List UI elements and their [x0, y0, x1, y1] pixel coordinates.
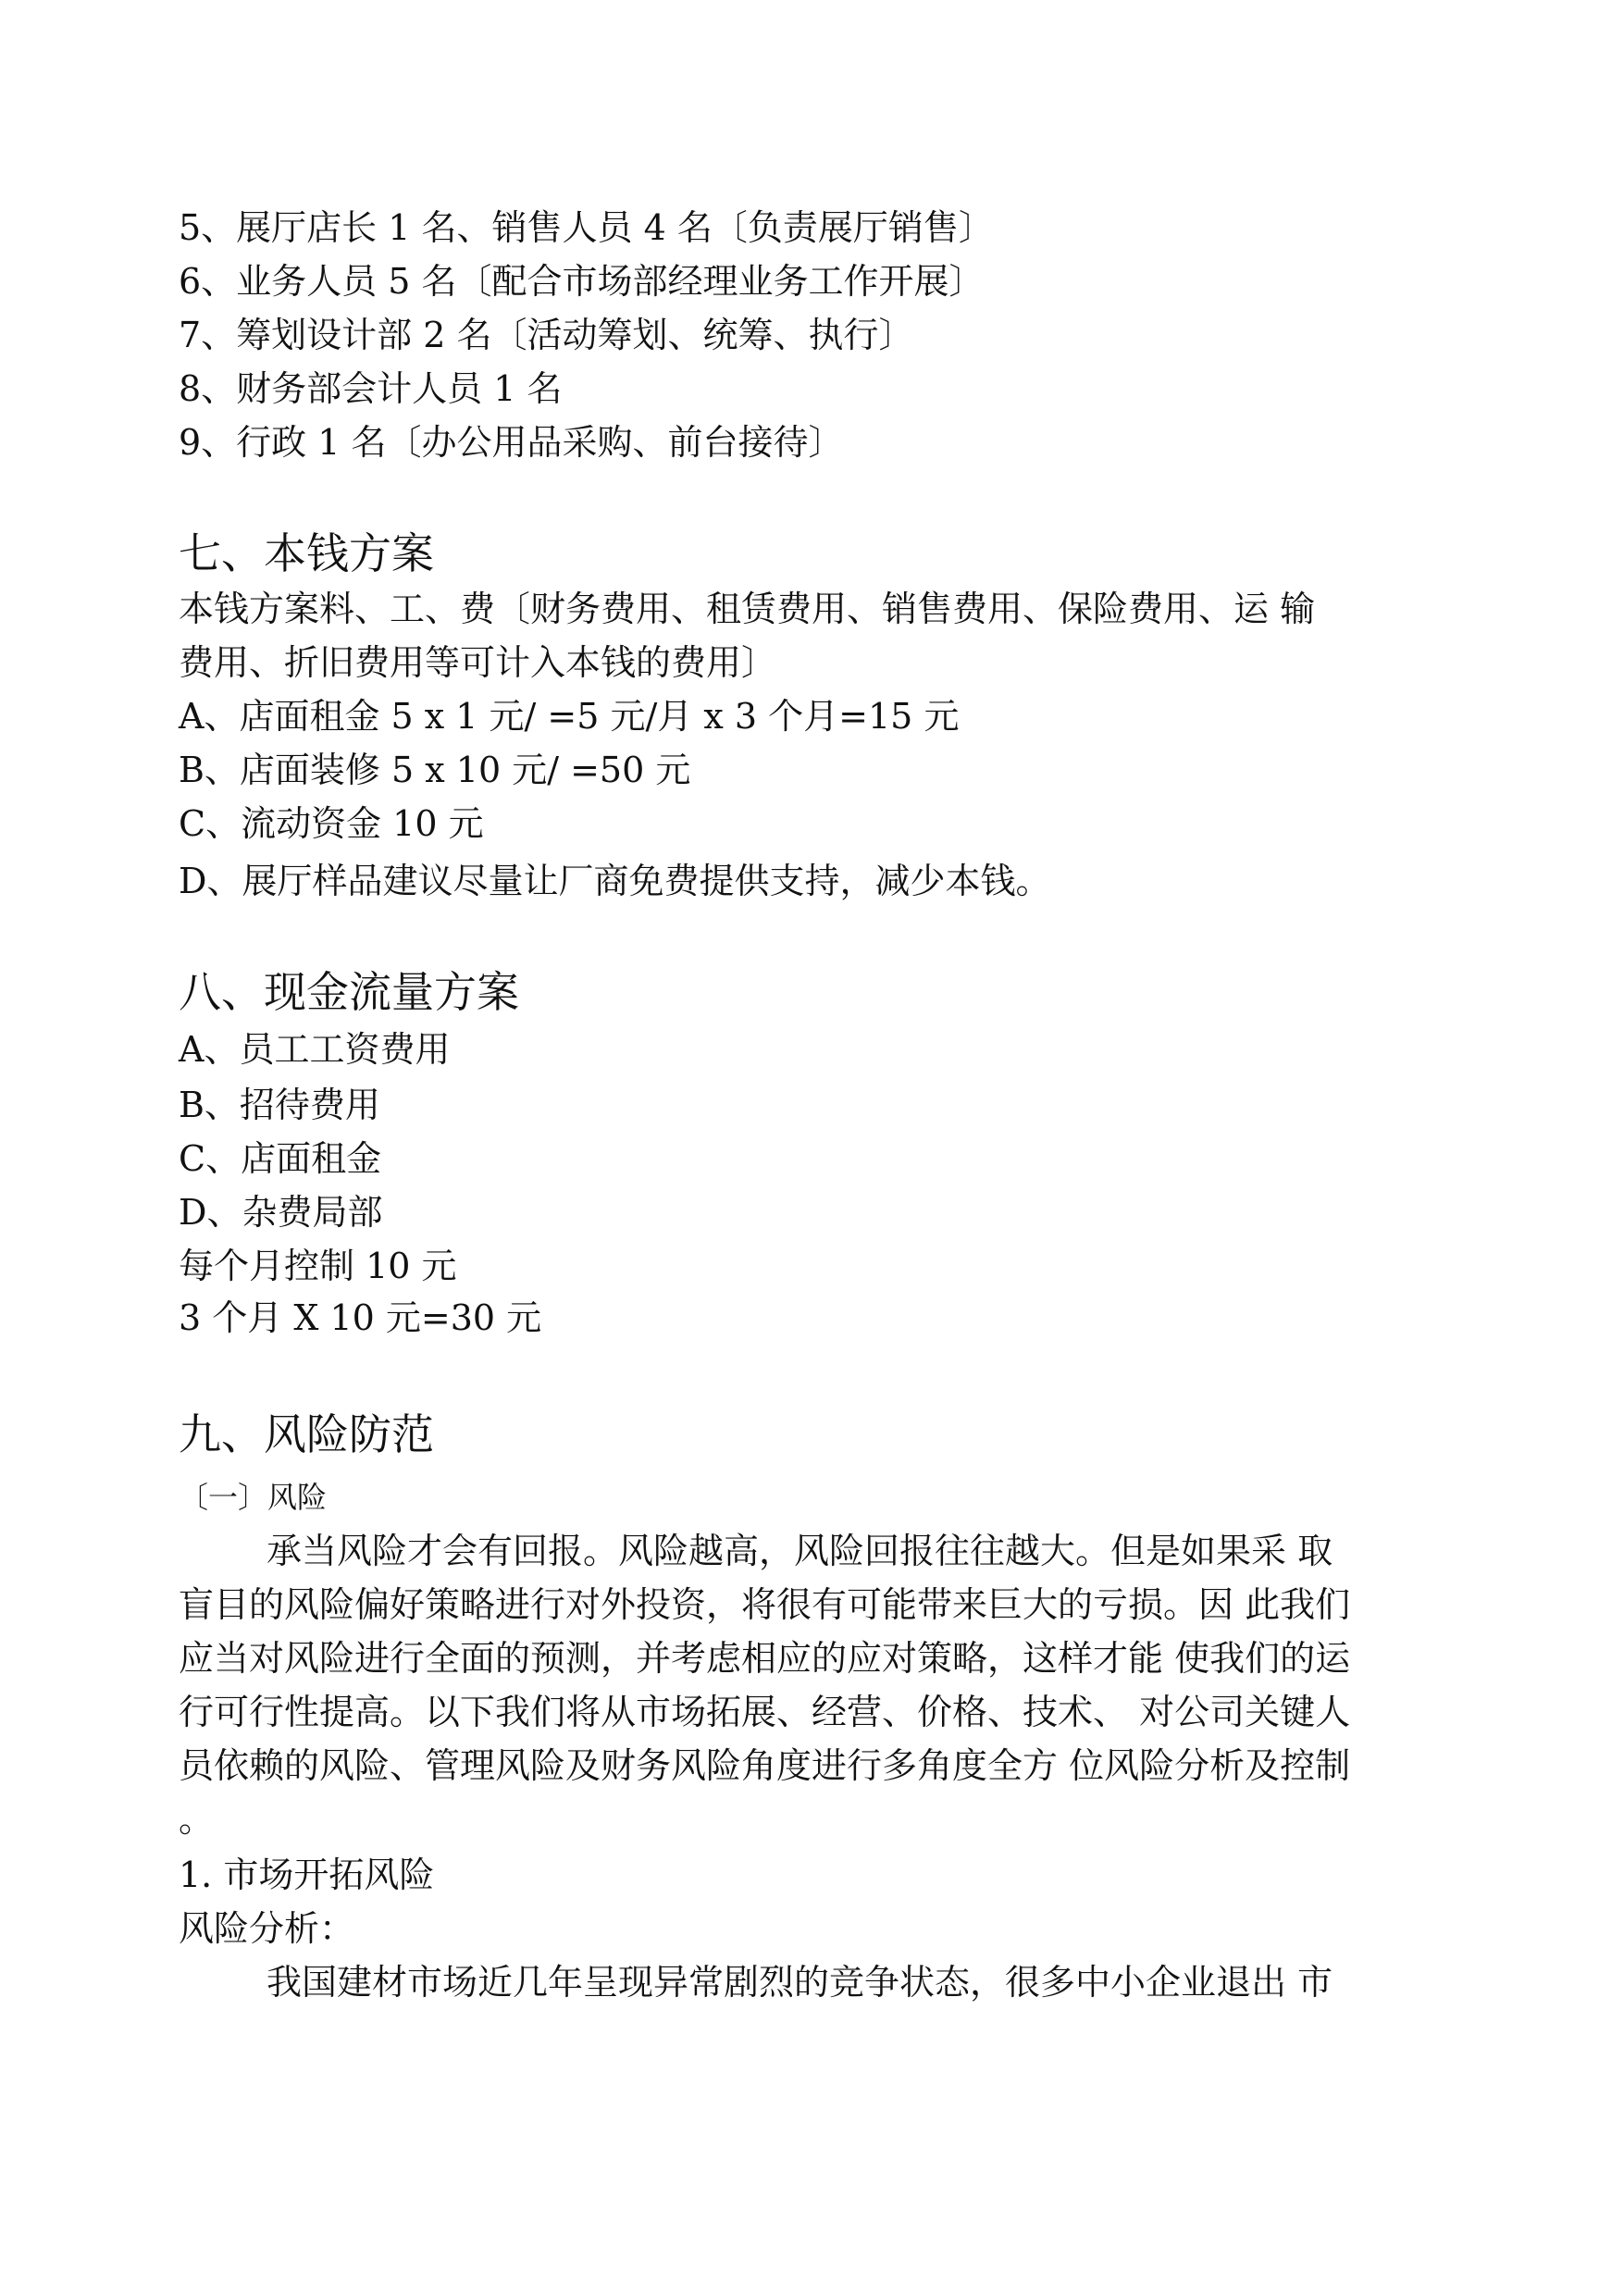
risk-paragraph-line: 。: [179, 1799, 215, 1840]
market-risk-title: 1. 市场开拓风险: [179, 1855, 435, 1895]
staff-item: 9、行政 1 名〔办公用品采购、前台接待〕: [179, 422, 844, 463]
cost-plan-item: C、流动资金 10 元: [179, 803, 484, 844]
cash-flow-item: 3 个月 X 10 元=30 元: [179, 1297, 542, 1338]
risk-paragraph-line: 承当风险才会有回报。风险越高，风险回报往往越大。但是如果采 取: [267, 1531, 1333, 1571]
risk-analysis-label: 风险分析：: [179, 1908, 355, 1949]
cost-plan-item: A、店面租金 5 x 1 元/ =5 元/月 x 3 个月=15 元: [179, 696, 960, 737]
cost-plan-intro-line: 费用、折旧费用等可计入本钱的费用〕: [179, 642, 777, 683]
staff-item: 6、业务人员 5 名〔配合市场部经理业务工作开展〕: [179, 261, 985, 302]
risk-paragraph-line: 员依赖的风险、管理风险及财务风险角度进行多角度全方 位风险分析及控制: [179, 1745, 1351, 1786]
staff-item: 5、展厅店长 1 名、销售人员 4 名〔负责展厅销售〕: [179, 207, 994, 248]
risk-paragraph-line: 应当对风险进行全面的预测，并考虑相应的应对策略，这样才能 使我们的运: [179, 1638, 1351, 1679]
risk-paragraph-line: 行可行性提高。以下我们将从市场拓展、经营、价格、技术、 对公司关键人: [179, 1692, 1351, 1732]
cash-flow-item: 每个月控制 10 元: [179, 1246, 457, 1286]
staff-item: 8、财务部会计人员 1 名: [179, 368, 563, 409]
risk-paragraph-line: 盲目的风险偏好策略进行对外投资，将很有可能带来巨大的亏损。因 此我们: [179, 1584, 1351, 1625]
staff-item: 7、筹划设计部 2 名〔活动筹划、统筹、执行〕: [179, 315, 914, 355]
cash-flow-item: D、杂费局部: [179, 1192, 383, 1233]
cost-plan-item: D、展厅样品建议尽量让厂商免费提供支持，减少本钱。: [179, 861, 1051, 901]
cash-flow-item: B、招待费用: [179, 1085, 380, 1125]
risk-sub-heading: 〔一〕风险: [179, 1480, 328, 1515]
cash-flow-item: A、员工工资费用: [179, 1029, 451, 1070]
section-heading-cost-plan: 七、本钱方案: [179, 528, 434, 578]
cash-flow-item: C、店面租金: [179, 1138, 382, 1179]
section-heading-cash-flow: 八、现金流量方案: [179, 967, 519, 1017]
risk-analysis-line: 我国建材市场近几年呈现异常剧烈的竞争状态，很多中小企业退出 市: [267, 1962, 1333, 2003]
cost-plan-item: B、店面装修 5 x 10 元/ =50 元: [179, 750, 691, 790]
cost-plan-intro-line: 本钱方案料、工、费〔财务费用、租赁费用、销售费用、保险费用、运 输: [179, 589, 1316, 629]
section-heading-risk: 九、风险防范: [179, 1409, 434, 1459]
